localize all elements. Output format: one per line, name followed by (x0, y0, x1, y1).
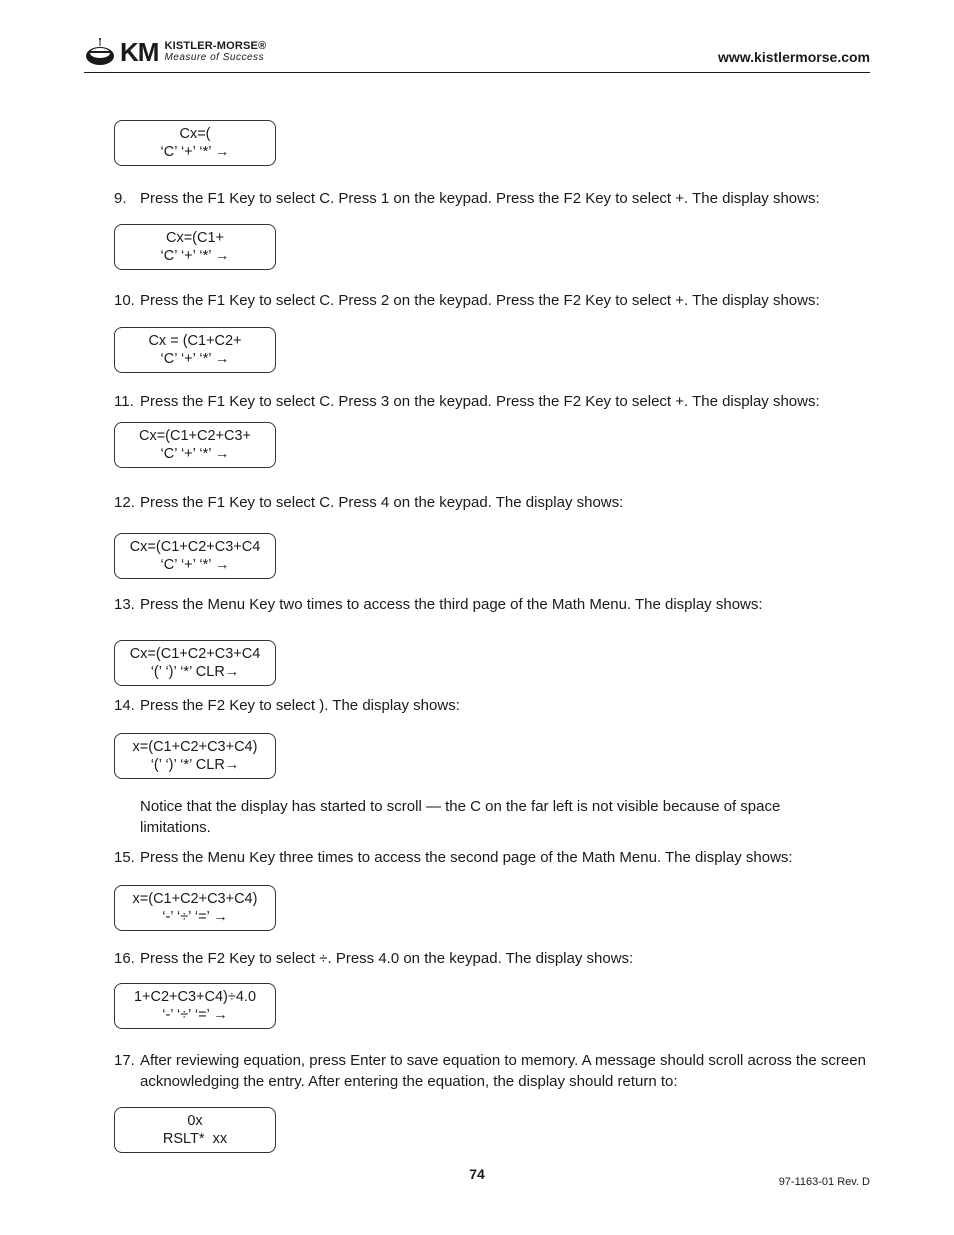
step-number: 9. (114, 190, 127, 207)
lcd-line-2: ‘(’ ‘)’ ‘*’ CLR→ (150, 757, 240, 773)
lcd-display (114, 1107, 276, 1153)
step-text: Press the Menu Key three times to access the second page of the Math Menu. The display shows: (140, 849, 793, 866)
logo-km-text: KM (120, 36, 159, 67)
page-header (84, 34, 870, 73)
step-item (114, 695, 870, 716)
step-number: 13. (114, 596, 135, 613)
step-item (114, 1050, 870, 1092)
lcd-line-1: Cx=(C1+C2+C3+ (138, 428, 252, 444)
lcd-line-1: 1+C2+C3+C4)÷4.0 (133, 989, 257, 1005)
step-number: 12. (114, 494, 135, 511)
lcd-line-1: Cx=(C1+ (165, 230, 225, 246)
kistler-morse-logo (84, 34, 266, 70)
lcd-display (114, 533, 276, 579)
logo-company-name: KISTLER-MORSE® (164, 40, 267, 52)
step-item (114, 594, 870, 615)
step-number: 11. (114, 393, 134, 410)
step-text: Press the F1 Key to select C. Press 4 on the keypad. The display shows: (140, 494, 624, 511)
lcd-line-1: 0x (187, 1113, 203, 1129)
page-number: 74 (469, 1166, 485, 1182)
lcd-line-1: Cx=(C1+C2+C3+C4 (129, 646, 261, 662)
lcd-display (114, 640, 276, 686)
lcd-line-2: ‘(’ ‘)’ ‘*’ CLR→ (150, 664, 240, 680)
lcd-display (114, 422, 276, 468)
lcd-display (114, 120, 276, 166)
step-item (114, 948, 870, 969)
lcd-display (114, 733, 276, 779)
lcd-line-1: Cx = (C1+C2+ (148, 333, 242, 349)
scroll-note: Notice that the display has started to scroll — the C on the far left is not visible because of space limitations. (140, 798, 781, 836)
lcd-line-2: ‘C’ ‘+’ ‘*’ → (160, 144, 230, 160)
step-item (114, 847, 870, 868)
lcd-line-1: x=(C1+C2+C3+C4) (132, 891, 258, 907)
step-text: Press the F2 Key to select ). The display shows: (140, 697, 460, 714)
step-item (114, 290, 870, 311)
lcd-line-2: ‘-’ ‘÷’ ‘=’ → (162, 909, 228, 925)
step-text: Press the F1 Key to select C. Press 1 on the keypad. Press the F2 Key to select +. The display shows: (140, 190, 820, 207)
lcd-display (114, 327, 276, 373)
lcd-line-1: Cx=(C1+C2+C3+C4 (129, 539, 261, 555)
step-text: After reviewing equation, press Enter to save equation to memory. A message should scroll across the screen acknowledging the entry. After entering the equation, the display should return to: (140, 1052, 866, 1090)
step-text: Press the Menu Key two times to access the third page of the Math Menu. The display shows: (140, 596, 763, 613)
document-number: 97-1163-01 Rev. D (778, 1176, 870, 1188)
step-item (114, 492, 870, 513)
lcd-line-2: ‘-’ ‘÷’ ‘=’ → (162, 1007, 228, 1023)
step-number: 14. (114, 697, 135, 714)
step-number: 15. (114, 849, 135, 866)
lcd-line-2: ‘C’ ‘+’ ‘*’ → (160, 557, 230, 573)
lcd-line-2: ‘C’ ‘+’ ‘*’ → (160, 351, 230, 367)
lcd-display (114, 224, 276, 270)
lcd-line-2: RSLT* xx (162, 1131, 228, 1147)
step-text: Press the F2 Key to select ÷. Press 4.0 on the keypad. The display shows: (140, 950, 634, 967)
step-number: 17. (114, 1052, 135, 1069)
step-item (114, 391, 870, 412)
website-link[interactable]: www.kistlermorse.com (718, 49, 870, 65)
lcd-line-1: Cx=( (179, 126, 211, 142)
step-number: 10. (114, 292, 135, 309)
lcd-line-2: ‘C’ ‘+’ ‘*’ → (160, 248, 230, 264)
step-item (114, 188, 870, 209)
lcd-line-2: ‘C’ ‘+’ ‘*’ → (160, 446, 230, 462)
step-text: Press the F1 Key to select C. Press 3 on the keypad. Press the F2 Key to select +. The display shows: (140, 393, 820, 410)
step-text: Press the F1 Key to select C. Press 2 on the keypad. Press the F2 Key to select +. The display shows: (140, 292, 820, 309)
logo-tagline: Measure of Success (164, 52, 265, 63)
lcd-line-1: x=(C1+C2+C3+C4) (132, 739, 258, 755)
scale-logo-icon (84, 36, 116, 68)
logo-text-block (164, 41, 266, 63)
lcd-display (114, 885, 276, 931)
step-number: 16. (114, 950, 135, 967)
lcd-display (114, 983, 276, 1029)
